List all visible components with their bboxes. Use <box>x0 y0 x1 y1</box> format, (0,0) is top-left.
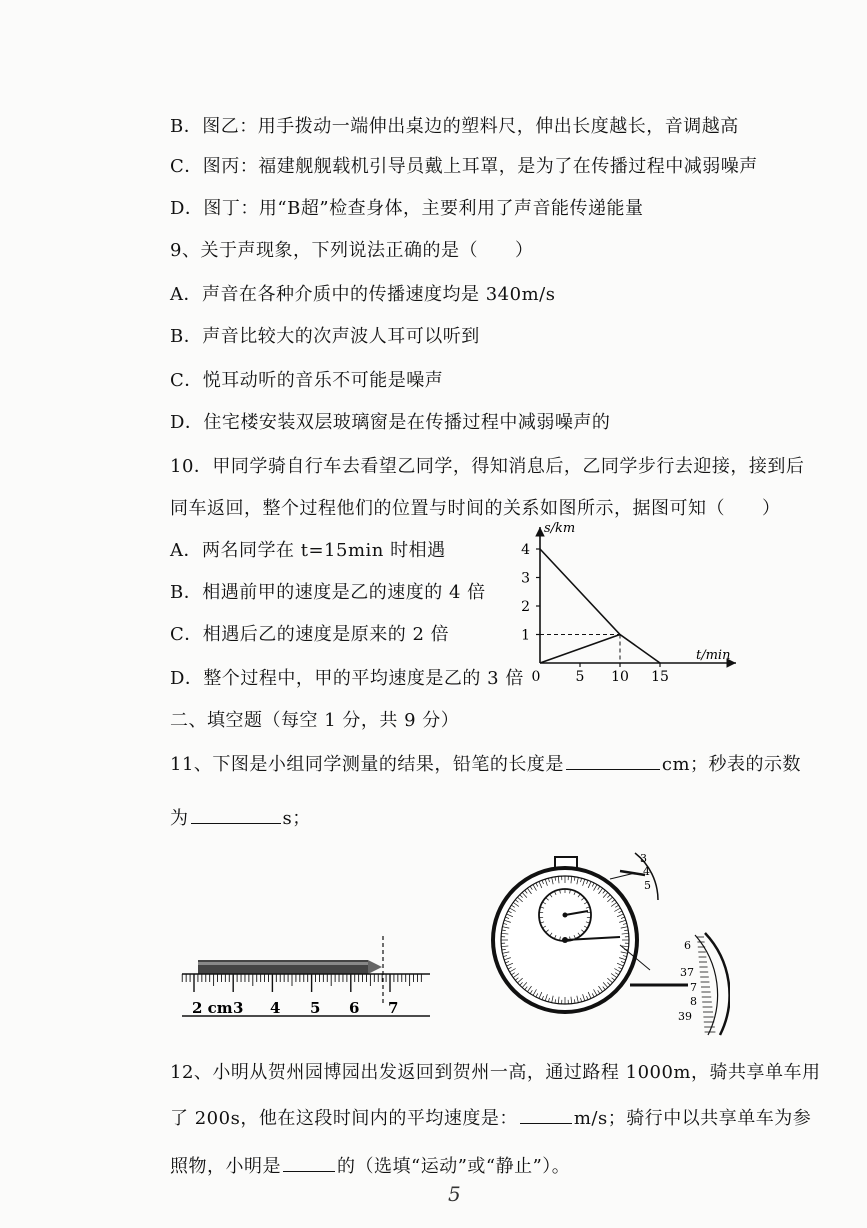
q12-line1: 12、小明从贺州园博园出发返回到贺州一高，通过路程 1000m，骑共享单车用 <box>170 1062 821 1083</box>
q8-option-d: D．图丁：用“B超”检查身体，主要利用了声音能传递能量 <box>170 198 644 219</box>
q10-option-c: C．相遇后乙的速度是原来的 2 倍 <box>170 624 450 645</box>
inset-top-4: 4 <box>643 865 650 878</box>
y-tick-label-1: 1 <box>521 627 530 644</box>
inset-right-8: 8 <box>690 995 697 1008</box>
inset-top-3: 3 <box>640 852 647 865</box>
inset-top-5: 5 <box>644 879 651 892</box>
q11-text-b: cm；秒表的示数 <box>661 754 802 775</box>
pencil-length-blank[interactable] <box>566 751 660 770</box>
y-tick-label-4: 4 <box>521 542 530 558</box>
ruler-label-3: 3 <box>233 999 244 1017</box>
inset-right-39: 39 <box>678 1010 692 1023</box>
inset-right-7: 7 <box>690 981 697 994</box>
q12-line2 <box>170 1104 811 1130</box>
q9-option-b: B．声音比较大的次声波人耳可以听到 <box>170 326 480 347</box>
q9-option-c: C．悦耳动听的音乐不可能是噪声 <box>170 370 444 391</box>
motion-state-blank[interactable] <box>283 1153 335 1172</box>
ruler-figure <box>180 930 440 1025</box>
x-axis-label: t/min <box>696 648 731 663</box>
q12-text-c: 照物，小明是 <box>170 1156 281 1177</box>
section2-title: 二、填空题（每空 1 分，共 9 分） <box>170 710 460 731</box>
q9-option-a: A．声音在各种介质中的传播速度均是 340m/s <box>170 284 556 305</box>
x-tick-label-10: 10 <box>611 669 629 685</box>
y-tick-label-2: 2 <box>521 599 530 615</box>
q12-line3 <box>170 1152 570 1178</box>
y-axis-label: s/km <box>544 521 576 536</box>
q10-stem-line2: 同车返回，整个过程他们的位置与时间的关系如图所示，据图可知（ ） <box>170 498 781 519</box>
st-graph <box>500 515 750 685</box>
page-number-mark: 5 <box>448 1182 461 1206</box>
ruler-label-6: 6 <box>349 999 360 1017</box>
q12-text-b: m/s；骑行中以共享单车为参 <box>573 1108 812 1129</box>
q8-option-b: B．图乙：用手拨动一端伸出桌边的塑料尺，伸出长度越长，音调越高 <box>170 116 739 137</box>
y-tick-label-3: 3 <box>521 570 530 587</box>
q12-text-d: 的（选填“运动”或“静止”）。 <box>337 1156 571 1177</box>
q11-text-c: 为 <box>170 808 189 829</box>
q9-option-d: D．住宅楼安装双层玻璃窗是在传播过程中减弱噪声的 <box>170 412 611 433</box>
q10-option-d: D．整个过程中，甲的平均速度是乙的 3 倍 <box>170 668 524 689</box>
x-tick-label-15: 15 <box>651 669 669 685</box>
q11-line2 <box>170 804 311 830</box>
stopwatch-reading-blank[interactable] <box>191 805 281 824</box>
q11-text-d: s； <box>282 808 311 829</box>
q11-line1 <box>170 750 801 776</box>
q11-text-a: 11、下图是小组同学测量的结果，铅笔的长度是 <box>170 754 564 775</box>
stopwatch-figure <box>480 845 730 1045</box>
ruler-label-5: 5 <box>310 999 321 1017</box>
pencil <box>198 960 382 974</box>
q9-stem: 9、关于声现象，下列说法正确的是（ ） <box>170 240 534 261</box>
ruler-label-2cm: 2 cm <box>192 999 233 1017</box>
q10-stem-line1: 10．甲同学骑自行车去看望乙同学，得知消息后，乙同学步行去迎接，接到后 <box>170 456 805 477</box>
ruler-label-4: 4 <box>270 999 281 1017</box>
q8-option-c: C．图丙：福建舰舰载机引导员戴上耳罩，是为了在传播过程中减弱噪声 <box>170 156 758 177</box>
ruler-label-7: 7 <box>388 999 399 1017</box>
q12-text-a: 了 200s，他在这段时间内的平均速度是： <box>170 1108 518 1129</box>
series-line-2 <box>540 635 620 664</box>
inset-right-37: 37 <box>680 966 694 979</box>
average-speed-blank[interactable] <box>520 1105 572 1124</box>
q10-option-b: B．相遇前甲的速度是乙的速度的 4 倍 <box>170 582 486 603</box>
inset-right-6: 6 <box>684 939 691 952</box>
series-line-1 <box>540 549 660 663</box>
x-tick-label-5: 5 <box>575 669 585 685</box>
q10-option-a: A．两名同学在 t=15min 时相遇 <box>170 540 446 561</box>
x-tick-label-0: 0 <box>531 669 541 685</box>
